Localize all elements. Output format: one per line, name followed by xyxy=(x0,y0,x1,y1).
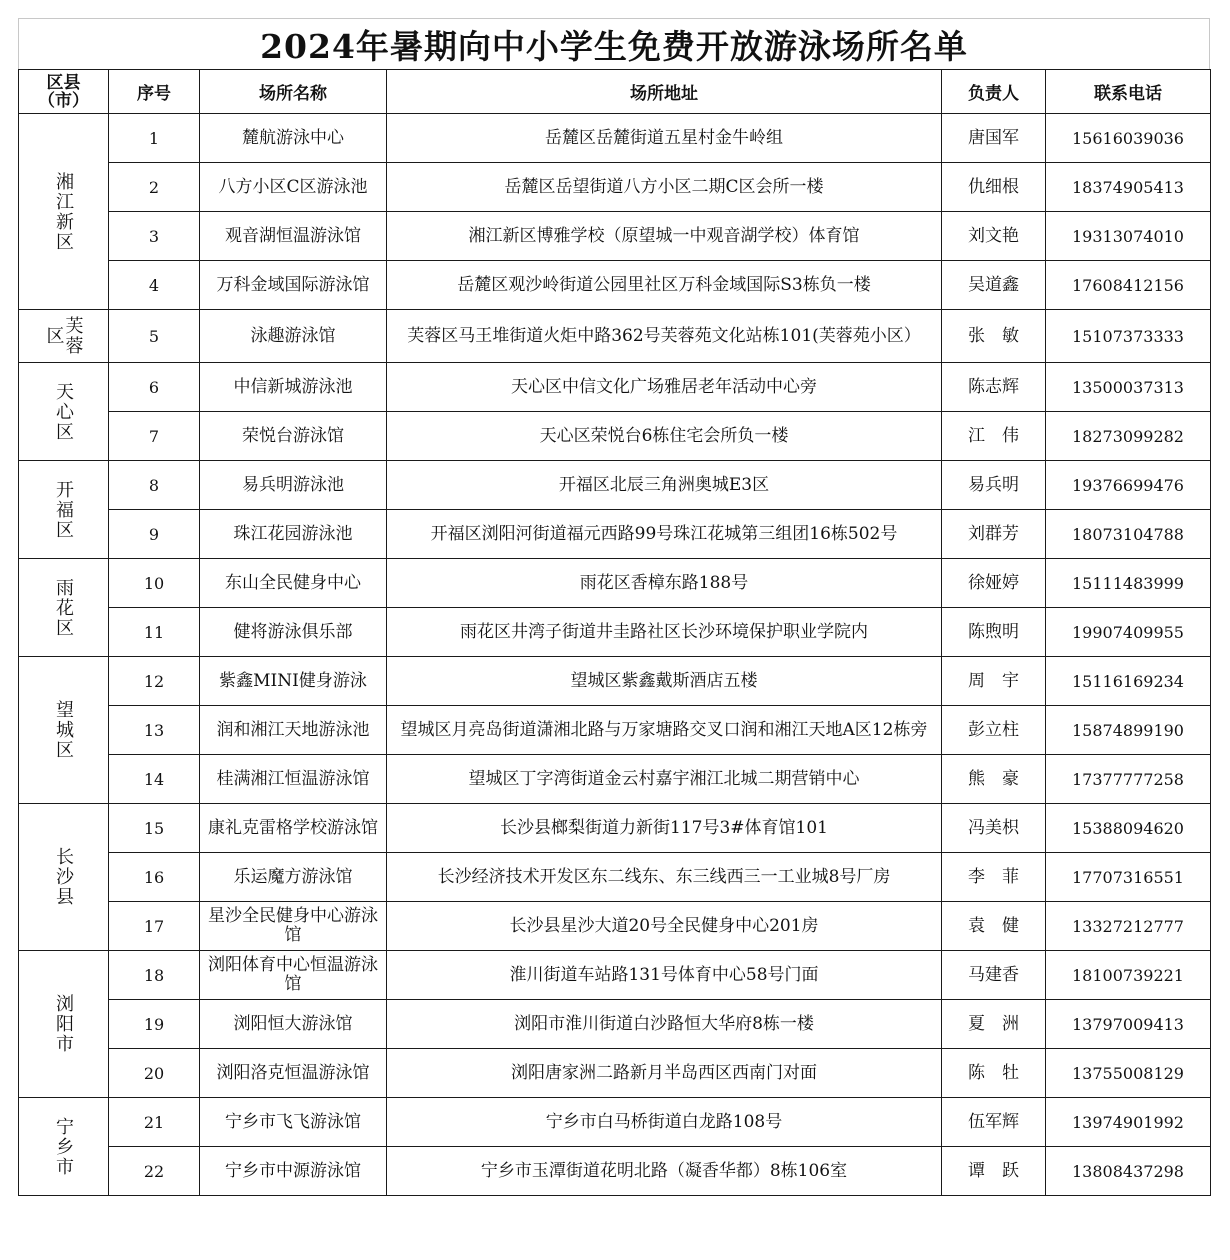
venue-name-cell: 万科金域国际游泳馆 xyxy=(200,261,387,310)
district-label: 浏阳市 xyxy=(53,994,74,1054)
table-row xyxy=(19,1098,1211,1147)
table-row xyxy=(19,261,1211,310)
venue-name-cell: 星沙全民健身中心游泳馆 xyxy=(200,902,387,951)
table-row xyxy=(19,902,1211,951)
contact-cell: 马建香 xyxy=(942,951,1046,1000)
index-cell: 4 xyxy=(109,261,200,310)
contact-cell: 唐国军 xyxy=(942,114,1046,163)
table-row xyxy=(19,163,1211,212)
district-cell xyxy=(19,657,109,804)
address-cell: 天心区荣悦台6栋住宅会所负一楼 xyxy=(387,412,942,461)
index-cell: 3 xyxy=(109,212,200,261)
venue-name-cell: 浏阳恒大游泳馆 xyxy=(200,1000,387,1049)
contact-cell: 伍军辉 xyxy=(942,1098,1046,1147)
venue-name-cell: 浏阳体育中心恒温游泳馆 xyxy=(200,951,387,1000)
district-cell xyxy=(19,310,109,363)
phone-cell: 15874899190 xyxy=(1046,706,1211,755)
contact-cell: 徐娅婷 xyxy=(942,559,1046,608)
address-cell: 浏阳市淮川街道白沙路恒大华府8栋一楼 xyxy=(387,1000,942,1049)
district-label: 雨花区 xyxy=(53,577,74,638)
address-cell: 宁乡市玉潭街道花明北路（凝香华都）8栋106室 xyxy=(387,1147,942,1196)
phone-cell: 13808437298 xyxy=(1046,1147,1211,1196)
contact-cell: 张 敏 xyxy=(942,310,1046,363)
contact-cell: 夏 洲 xyxy=(942,1000,1046,1049)
address-cell: 长沙县榔梨街道力新街117号3#体育馆101 xyxy=(387,804,942,853)
header-district-line2: （市） xyxy=(38,90,89,111)
table-row xyxy=(19,608,1211,657)
table-row xyxy=(19,951,1211,1000)
table-row xyxy=(19,412,1211,461)
phone-cell: 15388094620 xyxy=(1046,804,1211,853)
header-row xyxy=(19,70,1211,114)
index-cell: 18 xyxy=(109,951,200,1000)
phone-cell: 18100739221 xyxy=(1046,951,1211,1000)
contact-cell: 吴道鑫 xyxy=(942,261,1046,310)
table-row xyxy=(19,853,1211,902)
phone-cell: 13327212777 xyxy=(1046,902,1211,951)
index-cell: 12 xyxy=(109,657,200,706)
table-row xyxy=(19,804,1211,853)
index-cell: 7 xyxy=(109,412,200,461)
table-row xyxy=(19,114,1211,163)
index-cell: 19 xyxy=(109,1000,200,1049)
venue-name-cell: 乐运魔方游泳馆 xyxy=(200,853,387,902)
phone-cell: 17707316551 xyxy=(1046,853,1211,902)
contact-cell: 周 宇 xyxy=(942,657,1046,706)
contact-cell: 彭立柱 xyxy=(942,706,1046,755)
index-cell: 8 xyxy=(109,461,200,510)
index-cell: 9 xyxy=(109,510,200,559)
phone-cell: 15107373333 xyxy=(1046,310,1211,363)
index-cell: 10 xyxy=(109,559,200,608)
phone-cell: 13797009413 xyxy=(1046,1000,1211,1049)
header-name: 场所名称 xyxy=(200,70,387,114)
contact-cell: 熊 豪 xyxy=(942,755,1046,804)
venue-name-cell: 麓航游泳中心 xyxy=(200,114,387,163)
address-cell: 望城区月亮岛街道潇湘北路与万家塘路交叉口润和湘江天地A区12栋旁 xyxy=(387,706,942,755)
header-contact: 负责人 xyxy=(942,70,1046,114)
phone-cell: 13500037313 xyxy=(1046,363,1211,412)
phone-cell: 17608412156 xyxy=(1046,261,1211,310)
district-cell xyxy=(19,1098,109,1196)
title-row xyxy=(18,18,1210,69)
index-cell: 11 xyxy=(109,608,200,657)
venue-name-cell: 中信新城游泳池 xyxy=(200,363,387,412)
district-cell xyxy=(19,804,109,951)
page-title: 2024年暑期向中小学生免费开放游泳场所名单 xyxy=(260,26,968,66)
phone-cell: 15616039036 xyxy=(1046,114,1211,163)
district-label: 湘江新区 xyxy=(53,171,74,252)
venue-name-cell: 润和湘江天地游泳池 xyxy=(200,706,387,755)
table-body xyxy=(19,114,1211,1196)
header-phone: 联系电话 xyxy=(1046,70,1211,114)
table-row xyxy=(19,559,1211,608)
address-cell: 长沙经济技术开发区东二线东、东三线西三一工业城8号厂房 xyxy=(387,853,942,902)
address-cell: 淮川街道车站路131号体育中心58号门面 xyxy=(387,951,942,1000)
index-cell: 1 xyxy=(109,114,200,163)
venue-name-cell: 紫鑫MINI健身游泳 xyxy=(200,657,387,706)
district-cell xyxy=(19,363,109,461)
venue-name-cell: 八方小区C区游泳池 xyxy=(200,163,387,212)
venue-name-cell: 桂满湘江恒温游泳馆 xyxy=(200,755,387,804)
district-cell xyxy=(19,461,109,559)
contact-cell: 刘群芳 xyxy=(942,510,1046,559)
contact-cell: 刘文艳 xyxy=(942,212,1046,261)
contact-cell: 李 菲 xyxy=(942,853,1046,902)
district-label: 开福区 xyxy=(53,479,74,540)
venue-name-cell: 荣悦台游泳馆 xyxy=(200,412,387,461)
venue-name-cell: 宁乡市中源游泳馆 xyxy=(200,1147,387,1196)
phone-cell: 13755008129 xyxy=(1046,1049,1211,1098)
table-row xyxy=(19,212,1211,261)
venue-name-cell: 观音湖恒温游泳馆 xyxy=(200,212,387,261)
header-address: 场所地址 xyxy=(387,70,942,114)
table-row xyxy=(19,706,1211,755)
venue-name-cell: 泳趣游泳馆 xyxy=(200,310,387,363)
spreadsheet xyxy=(18,18,1210,1196)
address-cell: 浏阳唐家洲二路新月半岛西区西南门对面 xyxy=(387,1049,942,1098)
venue-name-cell: 珠江花园游泳池 xyxy=(200,510,387,559)
district-label: 宁乡市 xyxy=(53,1116,74,1177)
table-row xyxy=(19,363,1211,412)
table-row xyxy=(19,755,1211,804)
venue-name-cell: 东山全民健身中心 xyxy=(200,559,387,608)
contact-cell: 江 伟 xyxy=(942,412,1046,461)
phone-cell: 18273099282 xyxy=(1046,412,1211,461)
index-cell: 13 xyxy=(109,706,200,755)
address-cell: 长沙县星沙大道20号全民健身中心201房 xyxy=(387,902,942,951)
header-district xyxy=(19,70,109,114)
address-cell: 天心区中信文化广场雅居老年活动中心旁 xyxy=(387,363,942,412)
index-cell: 22 xyxy=(109,1147,200,1196)
index-cell: 5 xyxy=(109,310,200,363)
index-cell: 16 xyxy=(109,853,200,902)
district-label: 望城区 xyxy=(53,700,74,760)
phone-cell: 13974901992 xyxy=(1046,1098,1211,1147)
address-cell: 雨花区香樟东路188号 xyxy=(387,559,942,608)
phone-cell: 18374905413 xyxy=(1046,163,1211,212)
address-cell: 岳麓区岳麓街道五星村金牛岭组 xyxy=(387,114,942,163)
contact-cell: 陈煦明 xyxy=(942,608,1046,657)
address-cell: 岳麓区岳望街道八方小区二期C区会所一楼 xyxy=(387,163,942,212)
header-district-line1: 区县 xyxy=(46,72,81,93)
index-cell: 20 xyxy=(109,1049,200,1098)
address-cell: 开福区浏阳河街道福元西路99号珠江花城第三组团16栋502号 xyxy=(387,510,942,559)
district-label: 长沙县 xyxy=(53,847,74,907)
contact-cell: 陈 牡 xyxy=(942,1049,1046,1098)
table-row xyxy=(19,461,1211,510)
district-label: 天心区 xyxy=(53,381,74,442)
contact-cell: 谭 跃 xyxy=(942,1147,1046,1196)
table-row xyxy=(19,1147,1211,1196)
address-cell: 岳麓区观沙岭街道公园里社区万科金域国际S3栋负一楼 xyxy=(387,261,942,310)
address-cell: 芙蓉区马王堆街道火炬中路362号芙蓉苑文化站栋101(芙蓉苑小区） xyxy=(387,310,942,363)
venue-name-cell: 健将游泳俱乐部 xyxy=(200,608,387,657)
phone-cell: 19907409955 xyxy=(1046,608,1211,657)
phone-cell: 19313074010 xyxy=(1046,212,1211,261)
contact-cell: 陈志辉 xyxy=(942,363,1046,412)
phone-cell: 17377777258 xyxy=(1046,755,1211,804)
address-cell: 湘江新区博雅学校（原望城一中观音湖学校）体育馆 xyxy=(387,212,942,261)
address-cell: 望城区紫鑫戴斯酒店五楼 xyxy=(387,657,942,706)
table-row xyxy=(19,657,1211,706)
contact-cell: 仇细根 xyxy=(942,163,1046,212)
district-cell xyxy=(19,559,109,657)
index-cell: 21 xyxy=(109,1098,200,1147)
index-cell: 2 xyxy=(109,163,200,212)
table-row xyxy=(19,1049,1211,1098)
index-cell: 15 xyxy=(109,804,200,853)
venue-name-cell: 易兵明游泳池 xyxy=(200,461,387,510)
address-cell: 望城区丁字湾街道金云村嘉宇湘江北城二期营销中心 xyxy=(387,755,942,804)
index-cell: 6 xyxy=(109,363,200,412)
contact-cell: 冯美枳 xyxy=(942,804,1046,853)
phone-cell: 15111483999 xyxy=(1046,559,1211,608)
address-cell: 开福区北辰三角洲奥城E3区 xyxy=(387,461,942,510)
contact-cell: 易兵明 xyxy=(942,461,1046,510)
venue-table xyxy=(18,69,1211,1196)
contact-cell: 袁 健 xyxy=(942,902,1046,951)
venue-name-cell: 浏阳洛克恒温游泳馆 xyxy=(200,1049,387,1098)
district-cell xyxy=(19,114,109,310)
venue-name-cell: 康礼克雷格学校游泳馆 xyxy=(200,804,387,853)
table-row xyxy=(19,310,1211,363)
index-cell: 17 xyxy=(109,902,200,951)
address-cell: 雨花区井湾子街道井圭路社区长沙环境保护职业学院内 xyxy=(387,608,942,657)
table-row xyxy=(19,1000,1211,1049)
phone-cell: 15116169234 xyxy=(1046,657,1211,706)
header-index: 序号 xyxy=(109,70,200,114)
district-cell xyxy=(19,951,109,1098)
phone-cell: 18073104788 xyxy=(1046,510,1211,559)
index-cell: 14 xyxy=(109,755,200,804)
district-label: 芙蓉区 xyxy=(43,316,84,356)
venue-name-cell: 宁乡市飞飞游泳馆 xyxy=(200,1098,387,1147)
address-cell: 宁乡市白马桥街道白龙路108号 xyxy=(387,1098,942,1147)
phone-cell: 19376699476 xyxy=(1046,461,1211,510)
table-row xyxy=(19,510,1211,559)
